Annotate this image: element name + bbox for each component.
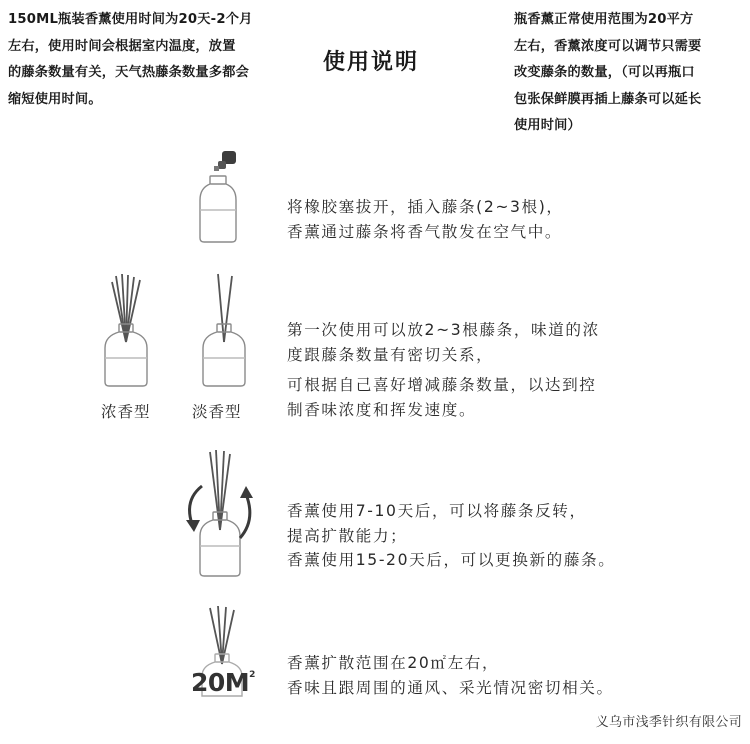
light-scent-bottle-illustration xyxy=(198,272,250,390)
step2-line: 度跟藤条数量有密切关系， xyxy=(287,345,494,364)
flip-reeds-illustration xyxy=(180,448,260,580)
right-note-line: 瓶香薰正常使用范围为20平方 xyxy=(514,12,694,27)
rotate-arrow-head-icon xyxy=(240,486,253,498)
step3-text xyxy=(287,499,615,573)
right-note xyxy=(514,7,750,140)
step1-line: 香薰通过藤条将香气散发在空气中。 xyxy=(287,222,563,241)
step3-line: 香薰使用7-10天后，可以将藤条反转， xyxy=(287,502,587,520)
step1-line: 将橡胶塞拔开，插入藤条(2~3根)， xyxy=(287,198,564,216)
step4-line: 香味且跟周围的通风、采光情况密切相关。 xyxy=(287,678,614,697)
right-note-line: 改变藤条的数量，（可以再瓶口 xyxy=(514,65,695,80)
rubber-stopper-icon xyxy=(214,151,236,171)
step4-text xyxy=(287,651,614,700)
rotate-arrow-icon xyxy=(190,486,202,524)
step2-line: 制香味浓度和挥发速度。 xyxy=(287,400,477,419)
right-note-line: 左右，香薰浓度可以调节只需要 xyxy=(514,38,702,54)
step2-text-para2 xyxy=(287,373,597,422)
right-note-line: 包张保鲜膜再插上藤条可以延长 xyxy=(514,91,702,107)
strong-scent-bottle-illustration xyxy=(100,272,152,390)
step2-text-para1 xyxy=(287,318,600,367)
strong-scent-caption: 浓香型 xyxy=(101,403,151,421)
step2-line: 可根据自己喜好增减藤条数量，以达到控 xyxy=(287,376,597,394)
badge-text: 20M xyxy=(191,668,250,697)
rotate-arrow-head-icon xyxy=(186,520,200,532)
left-note xyxy=(8,7,308,113)
light-scent-caption: 淡香型 xyxy=(192,403,242,421)
left-note-line: 的藤条数量有关，天气热藤条数量多都会 xyxy=(8,65,249,80)
glass-bottle-icon xyxy=(200,176,236,242)
step3-line: 提高扩散能力； xyxy=(287,526,408,545)
left-note-line: 左右，使用时间会根据室内温度，放置 xyxy=(8,38,236,54)
step4-line: 香薰扩散范围在20㎡左右， xyxy=(287,654,500,672)
left-note-line: 150ML瓶装香薰使用时间为20天-2个月 xyxy=(8,12,253,27)
rotate-arrow-icon xyxy=(240,494,250,538)
diffusion-badge xyxy=(191,668,255,697)
step1-text xyxy=(287,195,564,244)
right-note-line: 使用时间） xyxy=(514,118,581,133)
step2-line: 第一次使用可以放2~3根藤条，味道的浓 xyxy=(287,321,600,339)
badge-superscript: 2 xyxy=(249,670,255,680)
company-name: 义乌市浅季针织有限公司 xyxy=(595,715,742,730)
left-note-line: 缩短使用时间。 xyxy=(8,91,102,107)
page-title: 使用说明 xyxy=(323,50,420,75)
step3-line: 香薰使用15-20天后，可以更换新的藤条。 xyxy=(287,551,616,569)
bottle-with-stopper-illustration xyxy=(196,148,246,244)
